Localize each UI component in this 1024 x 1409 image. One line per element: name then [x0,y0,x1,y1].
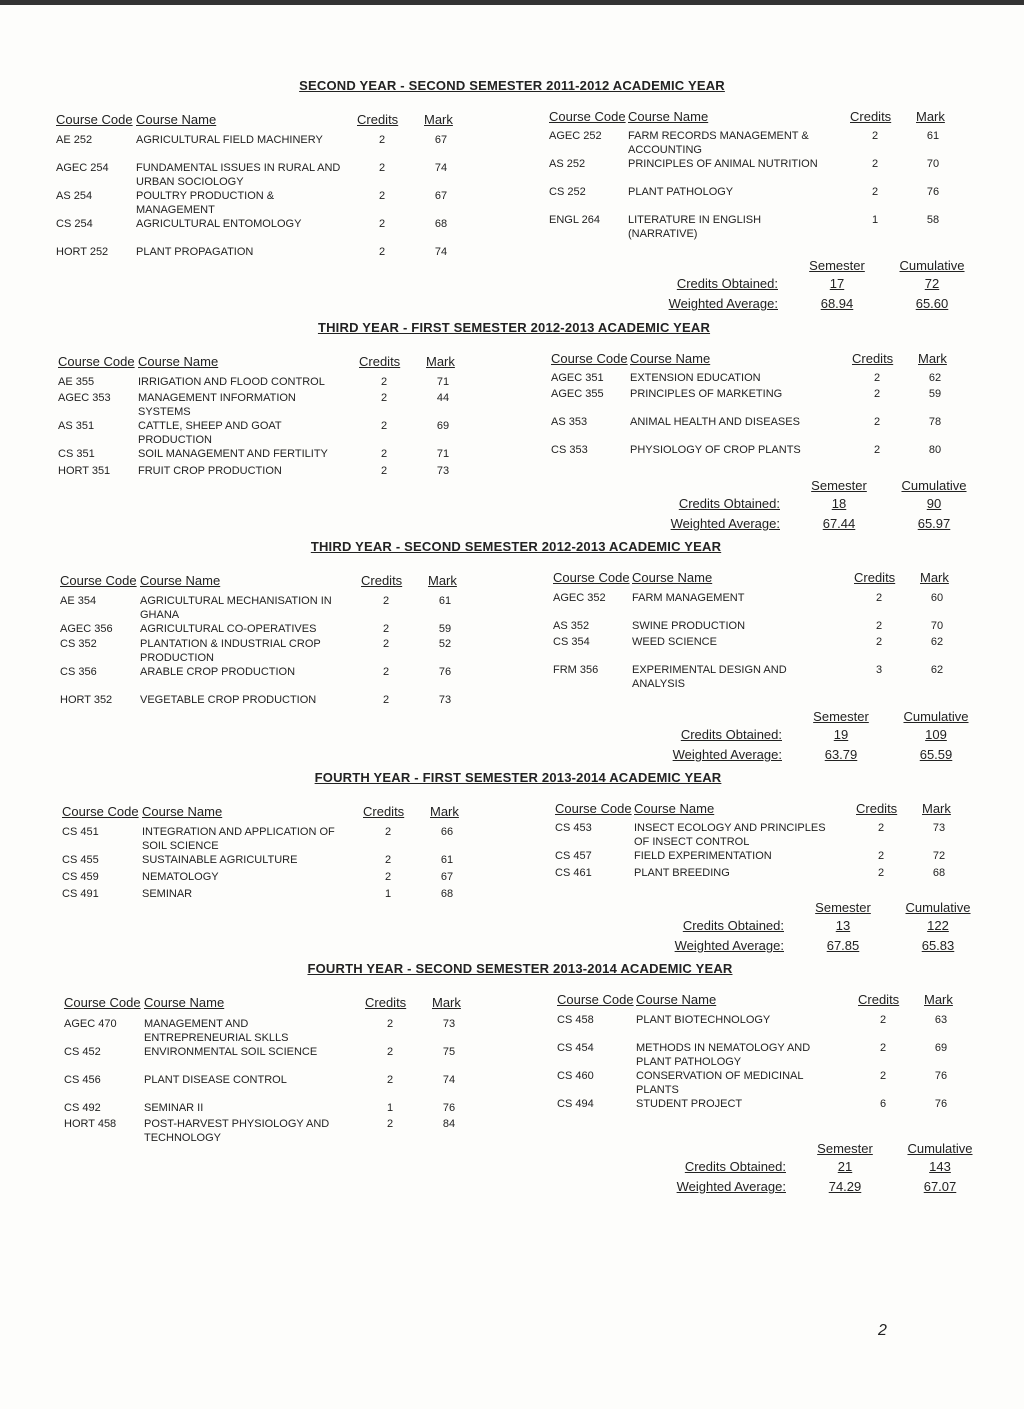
course-credits: 2 [871,130,879,142]
course-credits: 2 [380,448,388,460]
course-code: AS 351 [58,420,95,432]
course-code: CS 351 [58,448,95,460]
scan-top-edge [0,0,1024,5]
course-name: WEED SCIENCE [632,636,717,648]
right-mark-header: Mark [922,801,951,816]
course-code: CS 353 [551,444,588,456]
course-code: CS 491 [62,888,99,900]
course-mark: 59 [928,388,942,400]
left-credits-header: Credits [359,354,401,369]
left-mark-header: Mark [428,573,457,588]
right-credits-header: Credits [850,109,892,124]
left-course-code-header: Course Code [62,804,139,819]
course-name: ANIMAL HEALTH AND DISEASES [630,416,800,428]
course-credits: 2 [871,158,879,170]
course-credits: 2 [382,694,390,706]
course-mark: 80 [928,444,942,456]
course-name: AGRICULTURAL FIELD MACHINERY [136,134,323,146]
course-credits: 2 [380,420,388,432]
semester-credits: 19 [833,727,849,742]
semester-header: Semester [813,709,869,724]
course-name: FARM MANAGEMENT [632,592,745,604]
course-code: CS 492 [64,1102,101,1114]
course-name: METHODS IN NEMATOLOGY AND PLANT PATHOLOGY [636,1042,811,1068]
course-mark: 73 [932,822,946,834]
semester-credits: 21 [837,1159,853,1174]
course-name: FARM RECORDS MANAGEMENT & ACCOUNTING [628,130,809,156]
course-mark: 76 [438,666,452,678]
course-code: CS 455 [62,854,99,866]
right-mark-header: Mark [920,570,949,585]
course-code: AE 252 [56,134,93,146]
course-name: STUDENT PROJECT [636,1098,743,1110]
course-mark: 74 [434,162,448,174]
course-code: AGEC 351 [551,372,604,384]
course-mark: 68 [440,888,454,900]
page-number: 2 [878,1322,887,1339]
cumulative-header: Cumulative [903,709,969,724]
course-credits: 2 [877,822,885,834]
course-mark: 74 [442,1074,456,1086]
left-mark-header: Mark [432,995,461,1010]
course-code: CS 460 [557,1070,594,1082]
course-code: AS 352 [553,620,590,632]
course-credits: 2 [875,636,883,648]
semester-credits: 17 [829,276,845,291]
course-mark: 62 [930,664,944,676]
left-mark-header: Mark [426,354,455,369]
course-code: CS 457 [555,850,592,862]
course-credits: 2 [873,388,881,400]
right-mark-header: Mark [916,109,945,124]
right-mark-header: Mark [918,351,947,366]
course-mark: 78 [928,416,942,428]
weighted-average-label: Weighted Average: [668,296,778,311]
course-mark: 73 [438,694,452,706]
course-code: AS 353 [551,416,588,428]
course-mark: 70 [930,620,944,632]
right-credits-header: Credits [854,570,896,585]
course-code: AGEC 254 [56,162,109,174]
course-credits: 2 [873,444,881,456]
course-name: SEMINAR II [144,1102,204,1114]
course-code: CS 461 [555,867,592,879]
course-code: AGEC 353 [58,392,111,404]
right-course-code-header: Course Code [551,351,628,366]
left-course-name-header: Course Name [144,995,225,1010]
left-course-name-header: Course Name [138,354,219,369]
right-course-name-header: Course Name [634,801,715,816]
course-mark: 76 [926,186,940,198]
course-credits: 3 [875,664,883,676]
cumulative-credits: 109 [925,727,947,742]
course-code: HORT 352 [60,694,113,706]
course-name: EXTENSION EDUCATION [630,372,761,384]
course-mark: 69 [934,1042,948,1054]
credits-obtained-label: Credits Obtained: [676,276,778,291]
course-name: PRINCIPLES OF MARKETING [630,388,783,400]
course-name: PLANT BREEDING [634,867,730,879]
left-course-name-header: Course Name [142,804,223,819]
course-name: MANAGEMENT INFORMATION SYSTEMS [138,392,296,418]
course-mark: 67 [434,190,448,202]
course-name: LITERATURE IN ENGLISH (NARRATIVE) [628,214,762,240]
course-credits: 2 [879,1014,887,1026]
course-credits: 2 [879,1042,887,1054]
right-course-name-header: Course Name [630,351,711,366]
semester-section [0,539,1024,769]
course-credits: 2 [871,186,879,198]
course-mark: 68 [434,218,448,230]
right-course-code-header: Course Code [549,109,626,124]
right-course-code-header: Course Code [555,801,632,816]
section-title: FOURTH YEAR - FIRST SEMESTER 2013-2014 ACADEMIC YEAR [314,770,722,785]
course-name: PLANT DISEASE CONTROL [144,1074,287,1086]
cumulative-average: 65.59 [919,747,953,762]
course-name: PHYSIOLOGY OF CROP PLANTS [630,444,801,456]
course-code: CS 456 [64,1074,101,1086]
course-code: HORT 458 [64,1118,117,1130]
course-name: PLANT PROPAGATION [136,246,254,258]
course-credits: 2 [386,1118,394,1130]
course-name: PLANTATION & INDUSTRIAL CROP PRODUCTION [140,638,321,664]
course-credits: 2 [378,218,386,230]
right-course-name-header: Course Name [636,992,717,1007]
left-course-code-header: Course Code [56,112,133,127]
course-code: AGEC 470 [64,1018,117,1030]
right-credits-header: Credits [856,801,898,816]
course-credits: 2 [380,376,388,388]
course-mark: 58 [926,214,940,226]
course-credits: 2 [380,392,388,404]
course-name: AGRICULTURAL MECHANISATION IN GHANA [140,595,332,621]
right-course-code-header: Course Code [557,992,634,1007]
course-code: CS 452 [64,1046,101,1058]
course-mark: 63 [934,1014,948,1026]
left-credits-header: Credits [357,112,399,127]
course-mark: 76 [934,1098,948,1110]
course-credits: 1 [871,214,879,226]
course-code: AGEC 355 [551,388,604,400]
credits-obtained-label: Credits Obtained: [678,496,780,511]
course-code: CS 356 [60,666,97,678]
course-name: FUNDAMENTAL ISSUES IN RURAL AND URBAN SOCIOLOGY [136,162,341,188]
cumulative-credits: 90 [926,496,942,511]
right-credits-header: Credits [858,992,900,1007]
course-code: CS 459 [62,871,99,883]
course-name: AGRICULTURAL CO-OPERATIVES [140,623,317,635]
credits-obtained-label: Credits Obtained: [682,918,784,933]
left-mark-header: Mark [430,804,459,819]
course-mark: 76 [442,1102,456,1114]
left-credits-header: Credits [361,573,403,588]
course-mark: 73 [436,465,450,477]
left-course-name-header: Course Name [136,112,217,127]
weighted-average-label: Weighted Average: [670,516,780,531]
course-name: SUSTAINABLE AGRICULTURE [142,854,298,866]
course-code: CS 458 [557,1014,594,1026]
weighted-average-label: Weighted Average: [672,747,782,762]
course-name: INSECT ECOLOGY AND PRINCIPLES OF INSECT CONTROL [634,822,826,848]
course-code: FRM 356 [553,664,599,676]
section-title: FOURTH YEAR - SECOND SEMESTER 2013-2014 ACADEMIC YEAR [307,961,733,976]
course-name: ARABLE CROP PRODUCTION [140,666,296,678]
course-credits: 2 [378,246,386,258]
course-mark: 84 [442,1118,456,1130]
left-course-name-header: Course Name [140,573,221,588]
right-mark-header: Mark [924,992,953,1007]
course-mark: 61 [438,595,452,607]
course-credits: 6 [879,1098,887,1110]
credits-obtained-label: Credits Obtained: [680,727,782,742]
section-title: THIRD YEAR - SECOND SEMESTER 2012-2013 ACADEMIC YEAR [310,539,722,554]
course-name: SWINE PRODUCTION [632,620,746,632]
left-course-code-header: Course Code [58,354,135,369]
course-credits: 2 [378,190,386,202]
course-mark: 66 [440,826,454,838]
course-credits: 2 [386,1046,394,1058]
semester-section [0,961,1024,1194]
left-course-code-header: Course Code [60,573,137,588]
semester-average: 63.79 [824,747,858,762]
course-mark: 61 [926,130,940,142]
course-code: CS 453 [555,822,592,834]
course-credits: 2 [386,1074,394,1086]
course-code: CS 454 [557,1042,594,1054]
course-mark: 75 [442,1046,456,1058]
semester-header: Semester [811,478,867,493]
cumulative-average: 65.97 [917,516,951,531]
course-credits: 2 [384,871,392,883]
course-name: IRRIGATION AND FLOOD CONTROL [138,376,325,388]
course-name: SEMINAR [142,888,193,900]
course-mark: 74 [434,246,448,258]
course-credits: 2 [380,465,388,477]
cumulative-average: 65.83 [921,938,955,953]
semester-credits: 13 [835,918,851,933]
section-title: SECOND YEAR - SECOND SEMESTER 2011-2012 ACADEMIC YEAR [299,78,725,93]
course-code: HORT 351 [58,465,111,477]
course-name: MANAGEMENT AND ENTREPRENEURIAL SKLLS [144,1018,289,1044]
course-mark: 60 [930,592,944,604]
semester-section [0,78,1024,311]
left-course-code-header: Course Code [64,995,141,1010]
course-name: FRUIT CROP PRODUCTION [138,465,282,477]
course-code: CS 254 [56,218,93,230]
cumulative-credits: 143 [929,1159,951,1174]
course-credits: 2 [875,592,883,604]
right-course-name-header: Course Name [632,570,713,585]
course-code: AE 355 [58,376,95,388]
course-name: AGRICULTURAL ENTOMOLOGY [136,218,302,230]
course-credits: 2 [384,826,392,838]
course-mark: 62 [928,372,942,384]
course-credits: 2 [382,638,390,650]
course-code: CS 352 [60,638,97,650]
course-credits: 2 [877,850,885,862]
course-credits: 1 [386,1102,394,1114]
cumulative-average: 67.07 [923,1179,957,1194]
course-code: AGEC 356 [60,623,113,635]
course-credits: 2 [382,595,390,607]
course-name: PLANT PATHOLOGY [628,186,734,198]
semester-section [0,320,1024,550]
course-credits: 2 [378,162,386,174]
course-code: AE 354 [60,595,97,607]
course-name: CONSERVATION OF MEDICINAL PLANTS [636,1070,804,1096]
semester-header: Semester [809,258,865,273]
semester-header: Semester [815,900,871,915]
course-code: CS 494 [557,1098,594,1110]
course-mark: 72 [932,850,946,862]
course-code: AS 252 [549,158,586,170]
cumulative-credits: 122 [927,918,949,933]
course-code: ENGL 264 [549,214,600,226]
semester-credits: 18 [831,496,847,511]
course-name: VEGETABLE CROP PRODUCTION [140,694,317,706]
course-mark: 68 [932,867,946,879]
course-name: PRINCIPLES OF ANIMAL NUTRITION [628,158,818,170]
cumulative-average: 65.60 [915,296,949,311]
course-credits: 2 [873,372,881,384]
course-mark: 61 [440,854,454,866]
left-credits-header: Credits [365,995,407,1010]
course-mark: 70 [926,158,940,170]
course-mark: 52 [438,638,452,650]
course-mark: 44 [436,392,450,404]
cumulative-header: Cumulative [899,258,965,273]
course-mark: 71 [436,448,450,460]
semester-header: Semester [817,1141,873,1156]
course-credits: 2 [382,623,390,635]
course-mark: 69 [436,420,450,432]
course-credits: 2 [386,1018,394,1030]
course-credits: 2 [873,416,881,428]
course-code: AGEC 252 [549,130,602,142]
course-name: INTEGRATION AND APPLICATION OF SOIL SCIENCE [142,826,335,852]
course-code: CS 451 [62,826,99,838]
course-credits: 2 [382,666,390,678]
course-name: FIELD EXPERIMENTATION [634,850,772,862]
course-name: NEMATOLOGY [142,871,219,883]
semester-average: 68.94 [820,296,854,311]
course-name: SOIL MANAGEMENT AND FERTILITY [138,448,328,460]
course-mark: 67 [440,871,454,883]
course-code: HORT 252 [56,246,109,258]
course-credits: 1 [384,888,392,900]
course-mark: 62 [930,636,944,648]
course-code: AS 254 [56,190,93,202]
semester-average: 67.44 [822,516,856,531]
course-credits: 2 [877,867,885,879]
course-name: PLANT BIOTECHNOLOGY [636,1014,771,1026]
course-mark: 76 [934,1070,948,1082]
course-credits: 2 [378,134,386,146]
course-mark: 73 [442,1018,456,1030]
semester-average: 74.29 [828,1179,862,1194]
course-mark: 67 [434,134,448,146]
course-name: EXPERIMENTAL DESIGN AND ANALYSIS [632,664,787,690]
course-name: ENVIRONMENTAL SOIL SCIENCE [144,1046,318,1058]
section-title: THIRD YEAR - FIRST SEMESTER 2012-2013 ACADEMIC YEAR [317,320,711,335]
course-credits: 2 [875,620,883,632]
course-name: CATTLE, SHEEP AND GOAT PRODUCTION [138,420,282,446]
course-code: CS 354 [553,636,590,648]
course-credits: 2 [384,854,392,866]
cumulative-header: Cumulative [901,478,967,493]
course-mark: 71 [436,376,450,388]
cumulative-header: Cumulative [905,900,971,915]
weighted-average-label: Weighted Average: [674,938,784,953]
left-credits-header: Credits [363,804,405,819]
cumulative-credits: 72 [924,276,940,291]
right-course-name-header: Course Name [628,109,709,124]
course-code: AGEC 352 [553,592,606,604]
course-name: POST-HARVEST PHYSIOLOGY AND TECHNOLOGY [144,1118,330,1144]
course-code: CS 252 [549,186,586,198]
credits-obtained-label: Credits Obtained: [684,1159,786,1174]
course-mark: 59 [438,623,452,635]
course-credits: 2 [879,1070,887,1082]
course-name: POULTRY PRODUCTION & MANAGEMENT [136,190,275,216]
cumulative-header: Cumulative [907,1141,973,1156]
left-mark-header: Mark [424,112,453,127]
semester-average: 67.85 [826,938,860,953]
weighted-average-label: Weighted Average: [676,1179,786,1194]
right-course-code-header: Course Code [553,570,630,585]
right-credits-header: Credits [852,351,894,366]
